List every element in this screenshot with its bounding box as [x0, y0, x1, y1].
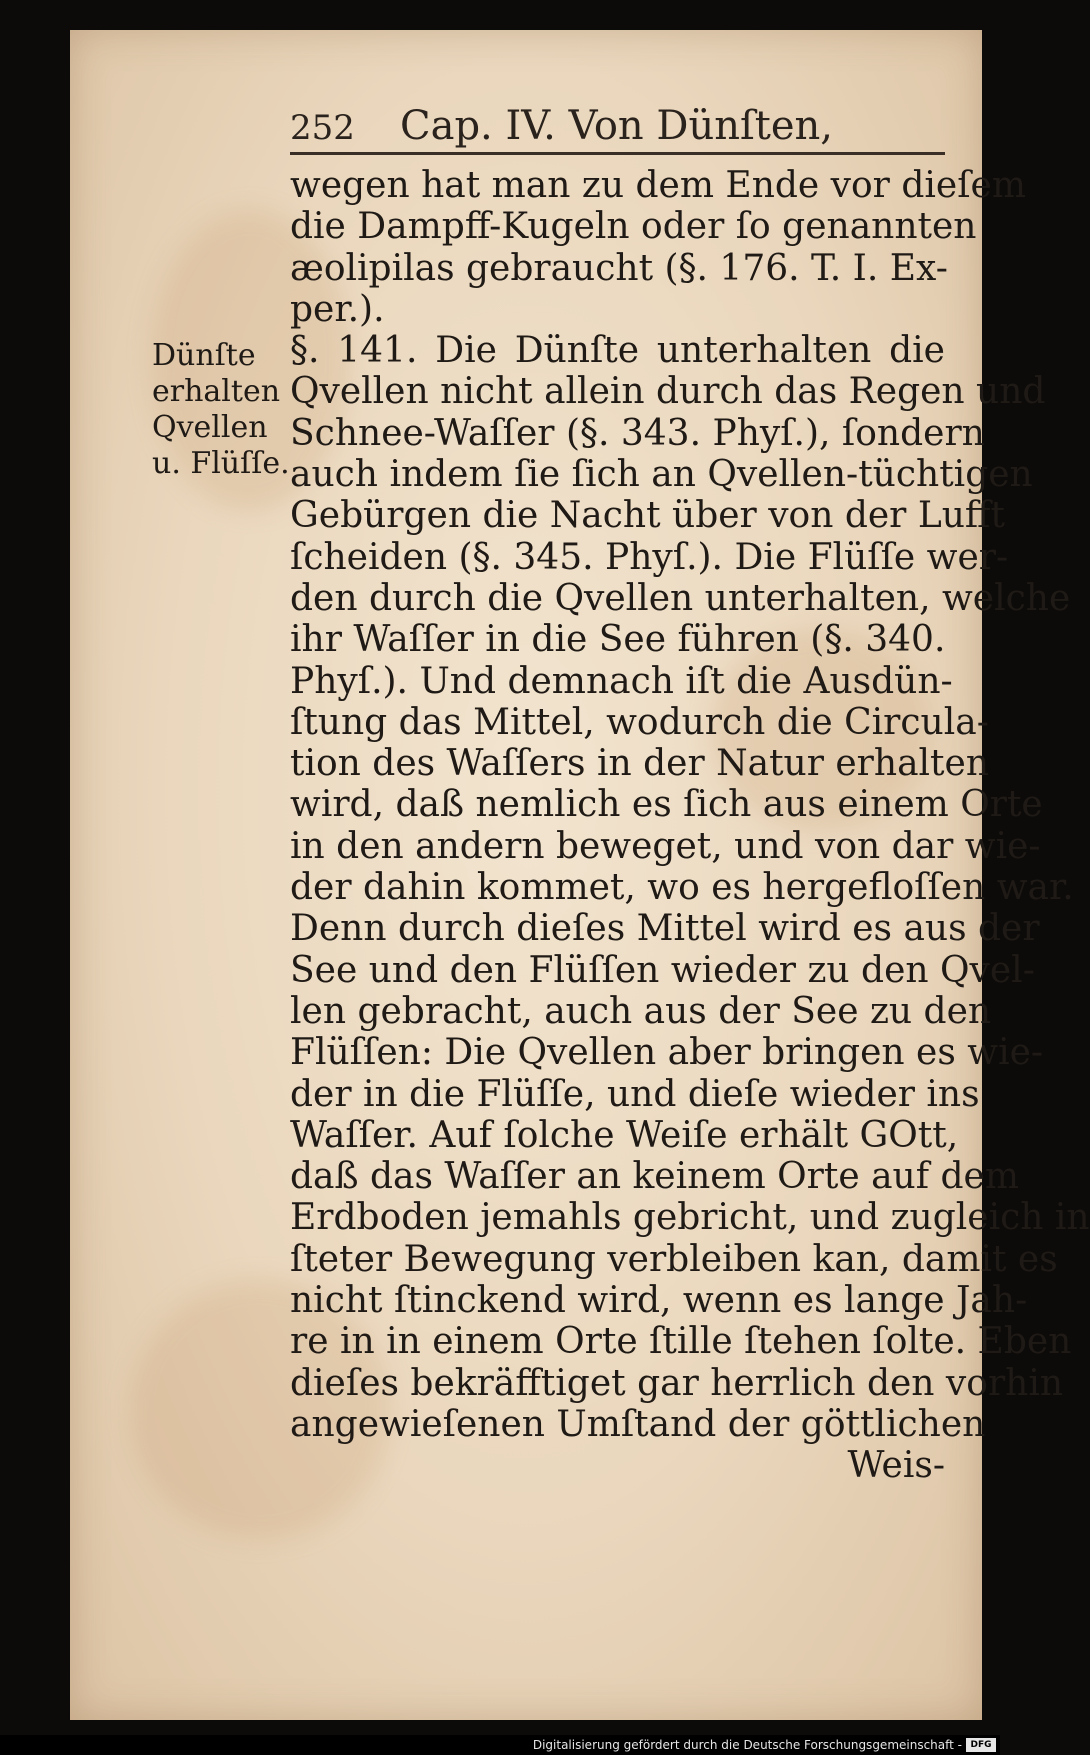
text-line: per.). — [290, 288, 385, 330]
text-line: len gebracht, auch aus der See zu den — [290, 990, 992, 1032]
text-line: Schnee-Waſſer (§. 343. Phyſ.), ſondern — [290, 412, 985, 454]
text-line: die Dampff-Kugeln oder ſo genannten — [290, 206, 977, 248]
text-line: wegen hat man zu dem Ende vor dieſem — [290, 165, 1026, 206]
dfg-logo: DFG — [966, 1738, 996, 1752]
text-line: der in die Flüſſe, und dieſe wieder ins — [290, 1073, 980, 1115]
chapter-title: Cap. IV. Von Dünſten, — [400, 103, 834, 149]
footer-credit: Digitalisierung gefördert durch die Deutsche Forschungsgemeinschaft - — [532, 1738, 962, 1752]
body-text — [290, 165, 1090, 1487]
digitization-footer — [0, 1735, 1000, 1755]
margin-note-line: u. Flüſſe. — [152, 446, 290, 481]
text-line: §. 141. Die Dünſte unterhalten die — [290, 330, 945, 372]
text-line: æolipilas gebraucht (§. 176. T. I. Ex- — [290, 247, 948, 289]
margin-note — [152, 338, 292, 482]
text-line: auch indem ſie ſich an Qvellen-tüchtigen — [290, 454, 1033, 496]
text-line: Phyſ.). Und demnach iſt die Ausdün- — [290, 660, 953, 702]
text-line: angewieſenen Umſtand der göttlichen — [290, 1403, 986, 1445]
text-line: der dahin kommet, wo es hergefloſſen war. — [290, 867, 1074, 909]
text-line: ſtung das Mittel, wodurch die Circula- — [290, 701, 989, 743]
margin-note-line: erhalten — [152, 374, 281, 409]
margin-note-line: Dünſte — [152, 338, 256, 373]
text-line: in den andern beweget, und von dar wie- — [290, 825, 1041, 867]
text-line: tion des Waſſers in der Natur erhalten — [290, 743, 990, 785]
text-line: dieſes bekräfftiget gar herrlich den vorhin — [290, 1362, 1064, 1404]
text-line: Qvellen nicht allein durch das Regen und — [290, 371, 1046, 413]
text-line: See und den Flüſſen wieder zu den Qvel- — [290, 949, 1035, 991]
catchword: Weis- — [847, 1445, 945, 1487]
text-line: wird, daß nemlich es ſich aus einem Orte — [290, 784, 1043, 826]
text-line: Flüſſen: Die Qvellen aber bringen es wie- — [290, 1032, 1044, 1074]
margin-note-line: Qvellen — [152, 410, 268, 445]
text-line: ſteter Bewegung verbleiben kan, damit es — [290, 1238, 1058, 1280]
text-line: Denn durch dieſes Mittel wird es aus der — [290, 908, 1040, 950]
text-line: re in in einem Orte ſtille ſtehen ſolte. Eben — [290, 1321, 1072, 1363]
text-line: den durch die Qvellen unterhalten, welche — [290, 577, 1071, 619]
text-line: ſcheiden (§. 345. Phyſ.). Die Flüſſe wer- — [290, 536, 1009, 578]
text-line: Gebürgen die Nacht über von der Lufft — [290, 495, 1005, 537]
text-line: daß das Waſſer an keinem Orte auf dem — [290, 1156, 1019, 1198]
page-number: 252 — [290, 108, 355, 148]
text-line: Waſſer. Auf ſolche Weiſe erhält GOtt, — [290, 1114, 959, 1156]
text-line: Erdboden jemahls gebricht, und zugleich in — [290, 1197, 1090, 1239]
running-header — [290, 100, 945, 155]
text-line: ihr Waſſer in die See führen (§. 340. — [290, 619, 946, 661]
text-line: nicht ſtinckend wird, wenn es lange Jah- — [290, 1280, 1028, 1322]
